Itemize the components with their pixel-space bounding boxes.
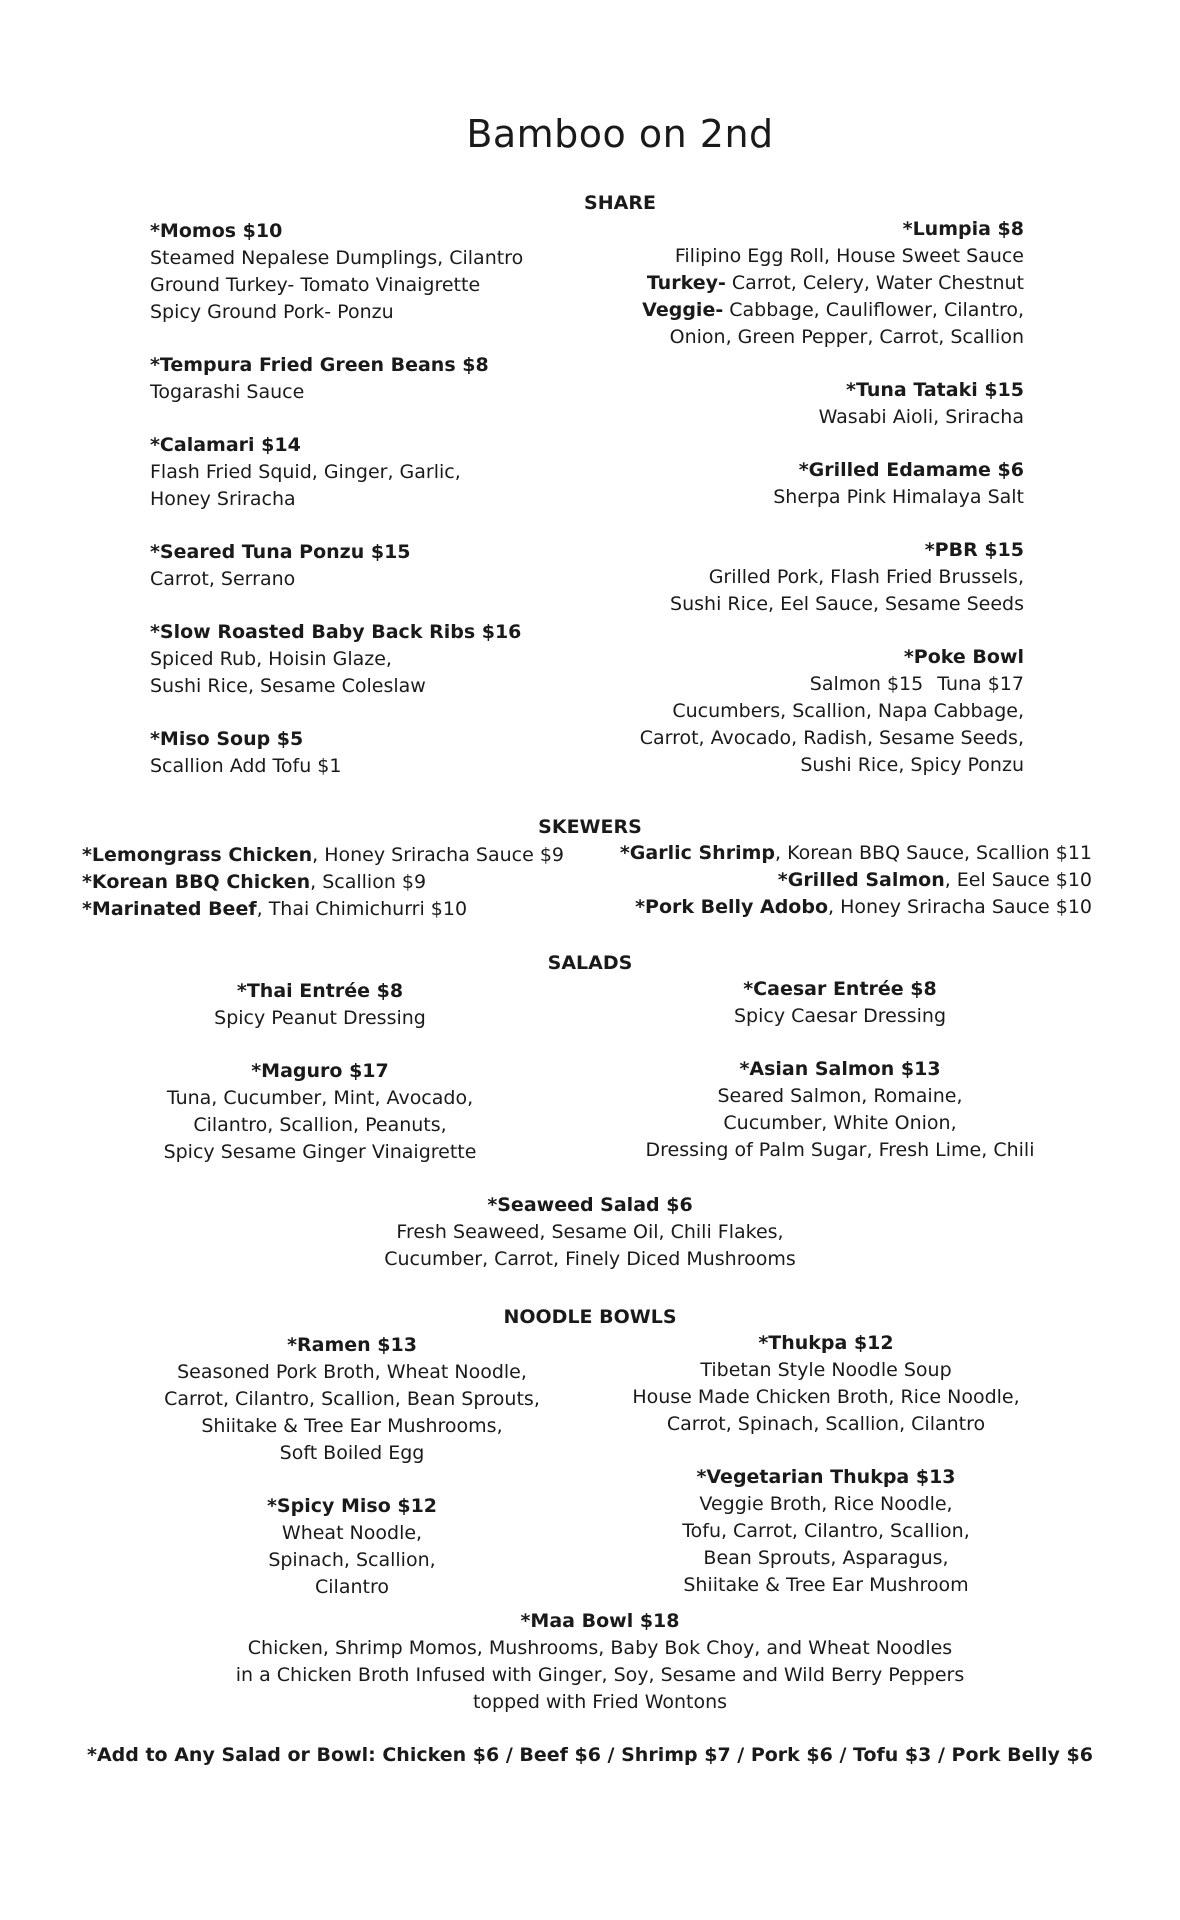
menu-item bbox=[616, 1464, 1036, 1599]
salads-right-column bbox=[640, 976, 1040, 1190]
section-heading-share: SHARE bbox=[584, 192, 656, 214]
variant-text: Carrot, Celery, Water Chestnut bbox=[725, 272, 1024, 294]
item-name: *Tempura Fried Green Beans $8 bbox=[150, 354, 489, 376]
item-desc: Ground Turkey- Tomato Vinaigrette bbox=[150, 274, 481, 296]
menu-item bbox=[600, 377, 1024, 431]
item-name: *Poke Bowl bbox=[903, 646, 1024, 668]
skewer-item bbox=[82, 896, 582, 923]
restaurant-title: Bamboo on 2nd bbox=[466, 112, 774, 156]
item-desc: Sherpa Pink Himalaya Salt bbox=[773, 486, 1024, 508]
item-desc: , Honey Sriracha Sauce $9 bbox=[312, 844, 565, 866]
menu-item bbox=[150, 539, 590, 593]
item-desc: Togarashi Sauce bbox=[150, 381, 305, 403]
item-name: *Tuna Tataki $15 bbox=[846, 379, 1024, 401]
item-name: *Asian Salmon $13 bbox=[739, 1058, 941, 1080]
item-desc: Cilantro, Scallion, Peanuts, bbox=[193, 1114, 447, 1136]
item-desc: Carrot, Cilantro, Scallion, Bean Sprouts, bbox=[164, 1388, 540, 1410]
item-variant bbox=[600, 270, 1024, 297]
item-desc: Spicy Ground Pork- Ponzu bbox=[150, 301, 394, 323]
item-desc: Grilled Pork, Flash Fried Brussels, bbox=[708, 566, 1024, 588]
skewer-item bbox=[82, 842, 582, 869]
item-name: *Seaweed Salad $6 bbox=[487, 1194, 693, 1216]
menu-item bbox=[340, 1192, 840, 1273]
item-desc: Flash Fried Squid, Ginger, Garlic, bbox=[150, 461, 461, 483]
addons-note: *Add to Any Salad or Bowl: Chicken $6 / Beef $6 / Shrimp $7 / Pork $6 / Tofu $3 / Pork Belly $6 bbox=[87, 1744, 1093, 1766]
section-heading-skewers: SKEWERS bbox=[538, 816, 642, 838]
item-desc: , Scallion $9 bbox=[310, 871, 427, 893]
item-name: *Slow Roasted Baby Back Ribs $16 bbox=[150, 621, 522, 643]
menu-item bbox=[600, 216, 1024, 351]
item-name: *Spicy Miso $12 bbox=[266, 1495, 438, 1517]
menu-item bbox=[640, 1056, 1040, 1164]
menu-item bbox=[150, 726, 590, 780]
item-desc: Bean Sprouts, Asparagus, bbox=[703, 1547, 949, 1569]
item-desc: House Made Chicken Broth, Rice Noodle, bbox=[632, 1386, 1020, 1408]
item-desc: , Eel Sauce $10 bbox=[944, 869, 1092, 891]
variant-label: Veggie- bbox=[642, 299, 724, 321]
menu-item bbox=[132, 1493, 572, 1601]
skewers-right-column bbox=[600, 840, 1092, 921]
item-desc: Honey Sriracha bbox=[150, 488, 296, 510]
item-name: *Pork Belly Adobo bbox=[635, 896, 829, 918]
item-desc: Shiitake & Tree Ear Mushrooms, bbox=[201, 1415, 503, 1437]
item-desc: in a Chicken Broth Infused with Ginger, Soy, Sesame and Wild Berry Peppers bbox=[235, 1664, 965, 1686]
item-desc: Tibetan Style Noodle Soup bbox=[700, 1359, 952, 1381]
item-desc: Sushi Rice, Sesame Coleslaw bbox=[150, 675, 426, 697]
item-name: *Ramen $13 bbox=[287, 1334, 417, 1356]
item-desc: Carrot, Serrano bbox=[150, 568, 296, 590]
item-name: *Caesar Entrée $8 bbox=[743, 978, 937, 1000]
item-desc: Spicy Caesar Dressing bbox=[733, 1005, 946, 1027]
item-desc: Steamed Nepalese Dumplings, Cilantro bbox=[150, 247, 524, 269]
item-desc: Dressing of Palm Sugar, Fresh Lime, Chili bbox=[645, 1139, 1035, 1161]
item-desc: Tuna, Cucumber, Mint, Avocado, bbox=[166, 1087, 474, 1109]
item-name: *Lumpia $8 bbox=[902, 218, 1024, 240]
item-desc: , Korean BBQ Sauce, Scallion $11 bbox=[774, 842, 1092, 864]
menu-item bbox=[616, 1330, 1036, 1438]
variant-label: Turkey- bbox=[646, 272, 726, 294]
item-desc: Onion, Green Pepper, Carrot, Scallion bbox=[669, 326, 1024, 348]
item-prices bbox=[600, 671, 1024, 698]
item-desc: topped with Fried Wontons bbox=[472, 1691, 728, 1713]
menu-item bbox=[640, 976, 1040, 1030]
menu-item bbox=[150, 432, 590, 513]
item-desc: Spicy Sesame Ginger Vinaigrette bbox=[163, 1141, 477, 1163]
item-desc: Cucumbers, Scallion, Napa Cabbage, bbox=[672, 700, 1024, 722]
noodle-left-column bbox=[132, 1332, 572, 1627]
item-desc: , Honey Sriracha Sauce $10 bbox=[828, 896, 1092, 918]
item-desc: Carrot, Avocado, Radish, Sesame Seeds, bbox=[639, 727, 1024, 749]
menu-item bbox=[150, 352, 590, 406]
menu-item bbox=[140, 1058, 500, 1166]
item-name: *Momos $10 bbox=[150, 220, 283, 242]
item-desc: Shiitake & Tree Ear Mushroom bbox=[683, 1574, 969, 1596]
item-desc: Seasoned Pork Broth, Wheat Noodle, bbox=[177, 1361, 527, 1383]
section-heading-noodle-bowls: NOODLE BOWLS bbox=[503, 1306, 677, 1328]
variant-text: Cabbage, Cauliflower, Cilantro, bbox=[723, 299, 1024, 321]
item-name: *Marinated Beef bbox=[82, 898, 257, 920]
item-name: *Thai Entrée $8 bbox=[236, 980, 404, 1002]
skewer-item bbox=[600, 840, 1092, 867]
skewer-item bbox=[600, 867, 1092, 894]
item-desc: Spinach, Scallion, bbox=[268, 1549, 436, 1571]
item-name: *Korean BBQ Chicken bbox=[82, 871, 311, 893]
item-desc: Cucumber, White Onion, bbox=[723, 1112, 957, 1134]
item-name: *Grilled Salmon bbox=[777, 869, 945, 891]
salads-left-column bbox=[140, 978, 500, 1192]
skewer-item bbox=[600, 894, 1092, 921]
menu-item bbox=[600, 644, 1024, 779]
section-heading-salads: SALADS bbox=[547, 952, 633, 974]
item-name: *Vegetarian Thukpa $13 bbox=[696, 1466, 956, 1488]
item-desc: Seared Salmon, Romaine, bbox=[717, 1085, 963, 1107]
item-name: *PBR $15 bbox=[924, 539, 1024, 561]
price-tuna: Tuna $17 bbox=[937, 673, 1024, 695]
menu-item bbox=[600, 457, 1024, 511]
item-desc: Spiced Rub, Hoisin Glaze, bbox=[150, 648, 392, 670]
item-desc: Cilantro bbox=[315, 1576, 389, 1598]
noodle-center-item bbox=[170, 1608, 1030, 1742]
salads-center-item bbox=[340, 1192, 840, 1299]
item-desc: Wheat Noodle, bbox=[281, 1522, 423, 1544]
item-name: *Lemongrass Chicken bbox=[82, 844, 313, 866]
item-name: *Seared Tuna Ponzu $15 bbox=[150, 541, 411, 563]
menu-item bbox=[132, 1332, 572, 1467]
price-salmon: Salmon $15 bbox=[809, 673, 924, 695]
item-name: *Maa Bowl $18 bbox=[520, 1610, 680, 1632]
menu-item bbox=[600, 537, 1024, 618]
item-name: *Garlic Shrimp bbox=[619, 842, 775, 864]
item-desc: Veggie Broth, Rice Noodle, bbox=[699, 1493, 953, 1515]
item-desc: Sushi Rice, Eel Sauce, Sesame Seeds bbox=[670, 593, 1024, 615]
item-desc: Filipino Egg Roll, House Sweet Sauce bbox=[674, 245, 1024, 267]
item-desc: Cucumber, Carrot, Finely Diced Mushrooms bbox=[384, 1248, 796, 1270]
item-desc: Chicken, Shrimp Momos, Mushrooms, Baby Bok Choy, and Wheat Noodles bbox=[247, 1637, 953, 1659]
share-right-column bbox=[600, 216, 1024, 805]
item-desc: Spicy Peanut Dressing bbox=[214, 1007, 426, 1029]
item-name: *Miso Soup $5 bbox=[150, 728, 304, 750]
item-name: *Thukpa $12 bbox=[758, 1332, 894, 1354]
menu-item bbox=[170, 1608, 1030, 1716]
skewers-left-column bbox=[82, 842, 582, 923]
share-left-column bbox=[150, 218, 590, 806]
item-desc: Sushi Rice, Spicy Ponzu bbox=[800, 754, 1024, 776]
noodle-right-column bbox=[616, 1330, 1036, 1625]
item-name: *Calamari $14 bbox=[150, 434, 301, 456]
menu-item bbox=[150, 619, 590, 700]
item-desc: Tofu, Carrot, Cilantro, Scallion, bbox=[682, 1520, 970, 1542]
menu-item bbox=[140, 978, 500, 1032]
item-desc: Fresh Seaweed, Sesame Oil, Chili Flakes, bbox=[396, 1221, 784, 1243]
item-name: *Grilled Edamame $6 bbox=[798, 459, 1024, 481]
item-variant bbox=[600, 297, 1024, 324]
item-desc: Scallion Add Tofu $1 bbox=[150, 755, 342, 777]
item-desc: Carrot, Spinach, Scallion, Cilantro bbox=[666, 1413, 986, 1435]
item-desc: Soft Boiled Egg bbox=[279, 1442, 425, 1464]
item-desc: Wasabi Aioli, Sriracha bbox=[818, 406, 1024, 428]
item-desc: , Thai Chimichurri $10 bbox=[256, 898, 468, 920]
skewer-item bbox=[82, 869, 582, 896]
item-name: *Maguro $17 bbox=[251, 1060, 389, 1082]
menu-item bbox=[150, 218, 590, 326]
